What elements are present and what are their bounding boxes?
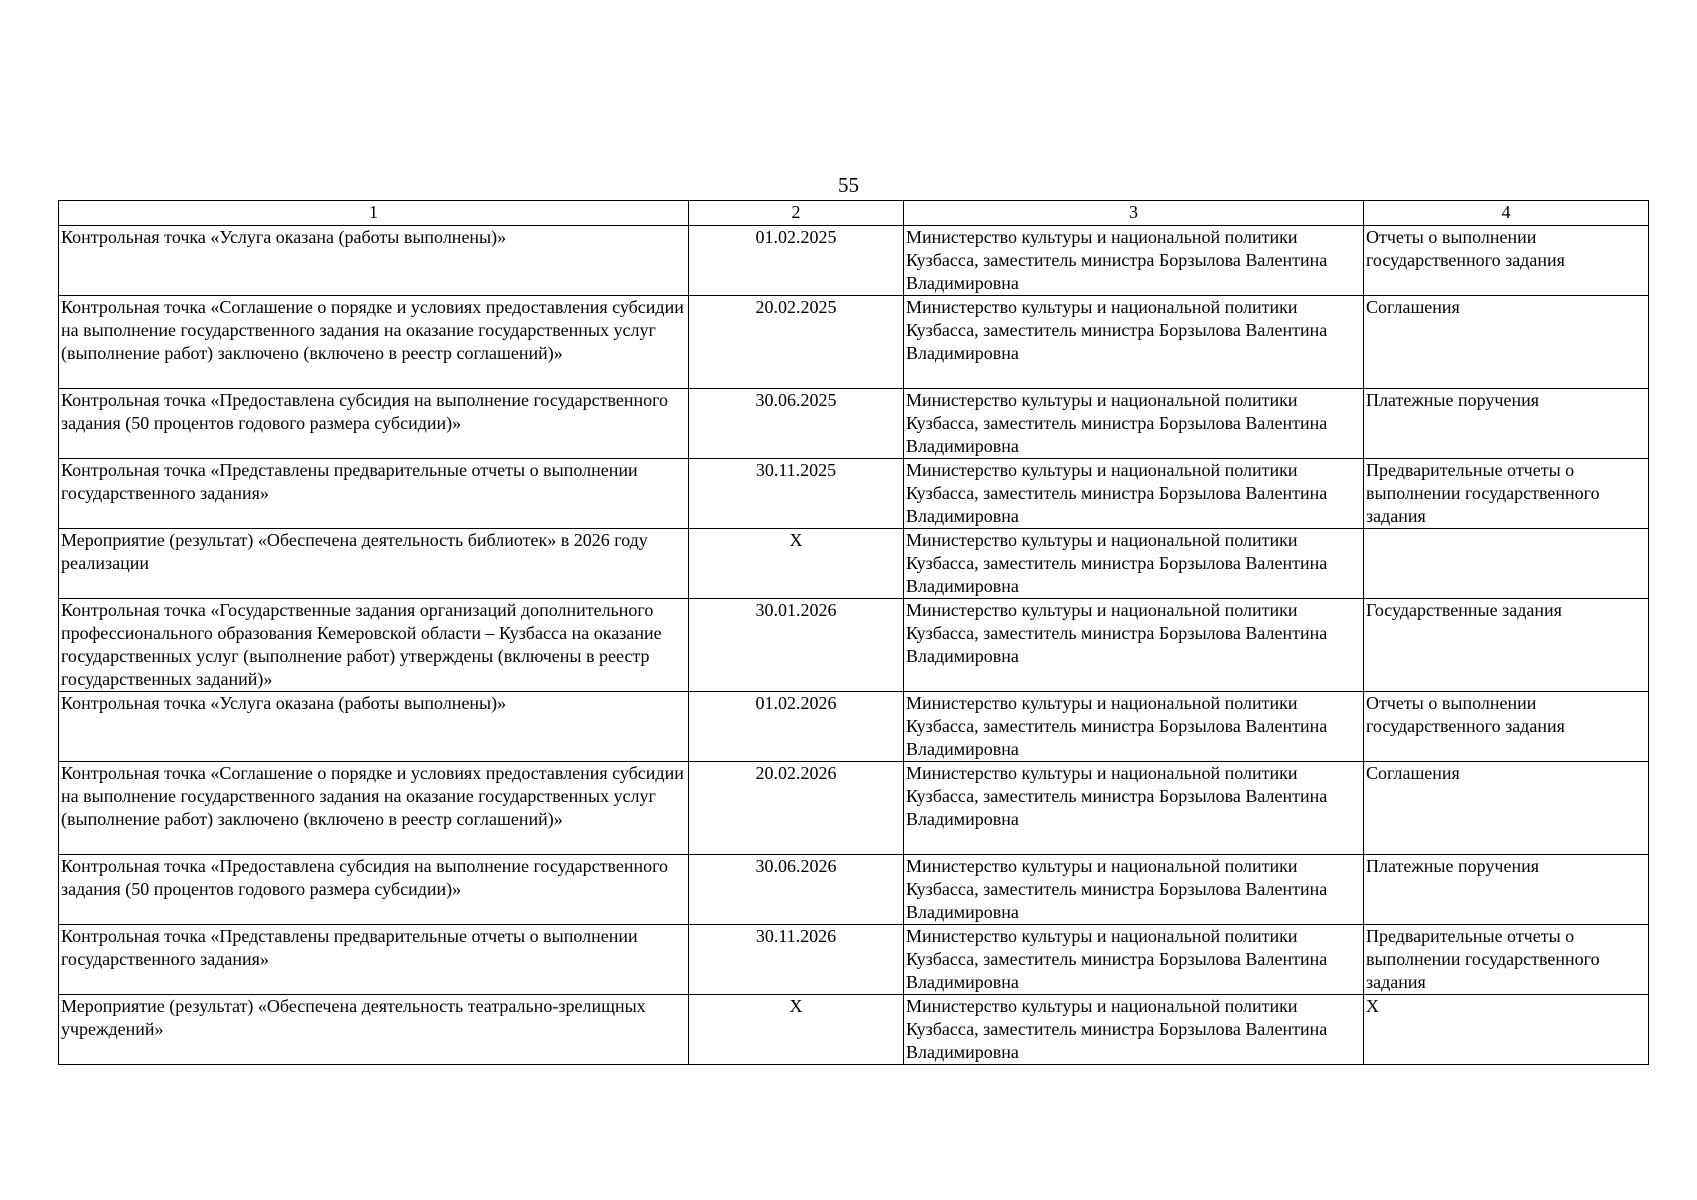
document-cell: Соглашения (1364, 762, 1649, 855)
date-cell: 20.02.2025 (689, 296, 904, 389)
document-cell: Отчеты о выполнении государственного задания (1364, 226, 1649, 296)
event-cell: Контрольная точка «Услуга оказана (работы выполнены)» (59, 692, 689, 762)
responsible-cell: Министерство культуры и национальной политики Кузбасса, заместитель министра Борзылова Валентина Владимировна (904, 692, 1364, 762)
table-row (59, 995, 1649, 1065)
date-cell: 30.06.2025 (689, 389, 904, 459)
column-header: 1 (59, 201, 689, 226)
table-row (59, 296, 1649, 389)
date-cell: Х (689, 995, 904, 1065)
responsible-cell: Министерство культуры и национальной политики Кузбасса, заместитель министра Борзылова Валентина Владимировна (904, 995, 1364, 1065)
table-row (59, 692, 1649, 762)
responsible-cell: Министерство культуры и национальной политики Кузбасса, заместитель министра Борзылова Валентина Владимировна (904, 762, 1364, 855)
table-row (59, 925, 1649, 995)
responsible-cell: Министерство культуры и национальной политики Кузбасса, заместитель министра Борзылова Валентина Владимировна (904, 226, 1364, 296)
event-cell: Контрольная точка «Предоставлена субсидия на выполнение государственного задания (50 процентов годового размера субсидии)» (59, 855, 689, 925)
document-cell: Платежные поручения (1364, 389, 1649, 459)
date-cell: Х (689, 529, 904, 599)
document-cell: Предварительные отчеты о выполнении государственного задания (1364, 459, 1649, 529)
table-header-row (59, 201, 1649, 226)
event-cell: Мероприятие (результат) «Обеспечена деятельность библиотек» в 2026 году реализации (59, 529, 689, 599)
table-row (59, 762, 1649, 855)
table-row (59, 599, 1649, 692)
responsible-cell: Министерство культуры и национальной политики Кузбасса, заместитель министра Борзылова Валентина Владимировна (904, 529, 1364, 599)
column-header: 4 (1364, 201, 1649, 226)
document-cell: Государственные задания (1364, 599, 1649, 692)
responsible-cell: Министерство культуры и национальной политики Кузбасса, заместитель министра Борзылова Валентина Владимировна (904, 925, 1364, 995)
document-cell (1364, 529, 1649, 599)
column-header: 3 (904, 201, 1364, 226)
event-cell: Контрольная точка «Соглашение о порядке и условиях предоставления субсидии на выполнение государственного задания на оказание государственных услуг (выполнение работ) заключено (включено в реестр соглашений)» (59, 762, 689, 855)
date-cell: 01.02.2025 (689, 226, 904, 296)
event-cell: Контрольная точка «Представлены предварительные отчеты о выполнении государственного задания» (59, 459, 689, 529)
event-cell: Контрольная точка «Соглашение о порядке и условиях предоставления субсидии на выполнение государственного задания на оказание государственных услуг (выполнение работ) заключено (включено в реестр соглашений)» (59, 296, 689, 389)
table-row (59, 226, 1649, 296)
event-cell: Контрольная точка «Государственные задания организаций дополнительного профессионального образования Кемеровской области – Кузбасса на оказание государственных услуг (выполнение работ) утверждены (включены в реестр государственных заданий)» (59, 599, 689, 692)
document-cell: Платежные поручения (1364, 855, 1649, 925)
document-cell: Соглашения (1364, 296, 1649, 389)
date-cell: 30.06.2026 (689, 855, 904, 925)
document-cell: Отчеты о выполнении государственного задания (1364, 692, 1649, 762)
document-cell: Х (1364, 995, 1649, 1065)
page-number: 55 (838, 173, 859, 197)
document-cell: Предварительные отчеты о выполнении государственного задания (1364, 925, 1649, 995)
date-cell: 01.02.2026 (689, 692, 904, 762)
table-row (59, 459, 1649, 529)
responsible-cell: Министерство культуры и национальной политики Кузбасса, заместитель министра Борзылова Валентина Владимировна (904, 296, 1364, 389)
column-header: 2 (689, 201, 904, 226)
event-cell: Контрольная точка «Услуга оказана (работы выполнены)» (59, 226, 689, 296)
responsible-cell: Министерство культуры и национальной политики Кузбасса, заместитель министра Борзылова Валентина Владимировна (904, 459, 1364, 529)
event-cell: Мероприятие (результат) «Обеспечена деятельность театрально-зрелищных учреждений» (59, 995, 689, 1065)
table-row (59, 529, 1649, 599)
event-cell: Контрольная точка «Представлены предварительные отчеты о выполнении государственного задания» (59, 925, 689, 995)
date-cell: 30.01.2026 (689, 599, 904, 692)
responsible-cell: Министерство культуры и национальной политики Кузбасса, заместитель министра Борзылова Валентина Владимировна (904, 389, 1364, 459)
date-cell: 30.11.2026 (689, 925, 904, 995)
table-row (59, 389, 1649, 459)
event-cell: Контрольная точка «Предоставлена субсидия на выполнение государственного задания (50 процентов годового размера субсидии)» (59, 389, 689, 459)
date-cell: 30.11.2025 (689, 459, 904, 529)
responsible-cell: Министерство культуры и национальной политики Кузбасса, заместитель министра Борзылова Валентина Владимировна (904, 599, 1364, 692)
responsible-cell: Министерство культуры и национальной политики Кузбасса, заместитель министра Борзылова Валентина Владимировна (904, 855, 1364, 925)
date-cell: 20.02.2026 (689, 762, 904, 855)
plan-table (58, 200, 1649, 1065)
table-row (59, 855, 1649, 925)
